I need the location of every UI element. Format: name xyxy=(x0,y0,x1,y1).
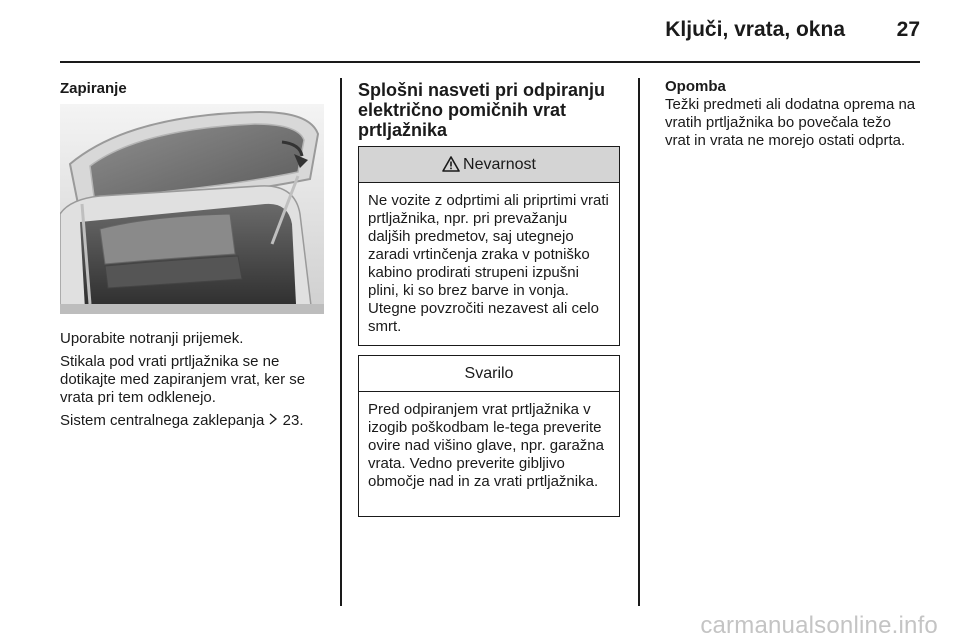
note-section xyxy=(665,78,920,150)
page-header-title: Ključi, vrata, okna xyxy=(665,18,845,41)
caution-notice xyxy=(358,355,620,517)
ref-text: Sistem centralnega zaklepanja xyxy=(60,412,265,429)
page-number: 27 xyxy=(896,18,920,41)
caution-notice-title: Svarilo xyxy=(464,364,514,382)
tailgate-closing-photo xyxy=(60,104,324,314)
caution-notice-text: Pred odpiranjem vrat prtljažnika v izogib poškodbam le-tega preverite ovire nad višino glave, npr. garažna vrata. Vedno preverite gibljivo območje nad in za vrati prtljažnika. xyxy=(368,401,604,490)
danger-notice xyxy=(358,146,620,346)
note-text: Težki predmeti ali dodatna oprema na vratih prtljažnika bo povečala težo vrat in vrata ne morejo ostati odprta. xyxy=(665,96,916,149)
danger-notice-title: Nevarnost xyxy=(463,155,536,173)
section-heading-closing: Zapiranje xyxy=(60,80,127,97)
warning-triangle-icon xyxy=(442,156,460,172)
closing-instructions xyxy=(60,330,330,435)
danger-notice-header xyxy=(359,147,619,183)
ref-page-number: 23. xyxy=(282,412,304,429)
page-reference-arrow-icon xyxy=(268,412,278,430)
watermark: carmanualsonline.info xyxy=(700,612,938,639)
paragraph-use-handle: Uporabite notranji prijemek. xyxy=(60,330,244,347)
section-heading-power-tailgate-tips: Splošni nasveti pri odpiranju električno pomičnih vrat prtljažnika xyxy=(358,80,606,140)
paragraph-switch-warning: Stikala pod vrati prtljažnika se ne dotikajte med zapiranjem vrat, ker se vrata pri tem odklenejo. xyxy=(60,353,306,406)
paragraph-central-locking-ref xyxy=(60,412,330,430)
note-heading: Opomba xyxy=(665,78,726,95)
danger-notice-text: Ne vozite z odprtimi ali priprtimi vrati prtljažnika, npr. pri prevažanju daljših predmetov, saj utegnejo zaradi vrtinčenja zraka v potniško kabino prodirati strupeni izpušni plini, ki so brez barve in vonja. Utegne povzročiti nezavest ali celo smrt. xyxy=(368,192,609,335)
caution-notice-header xyxy=(359,356,619,392)
column-divider-1 xyxy=(340,78,342,606)
header-divider xyxy=(60,61,920,63)
column-divider-2 xyxy=(638,78,640,606)
